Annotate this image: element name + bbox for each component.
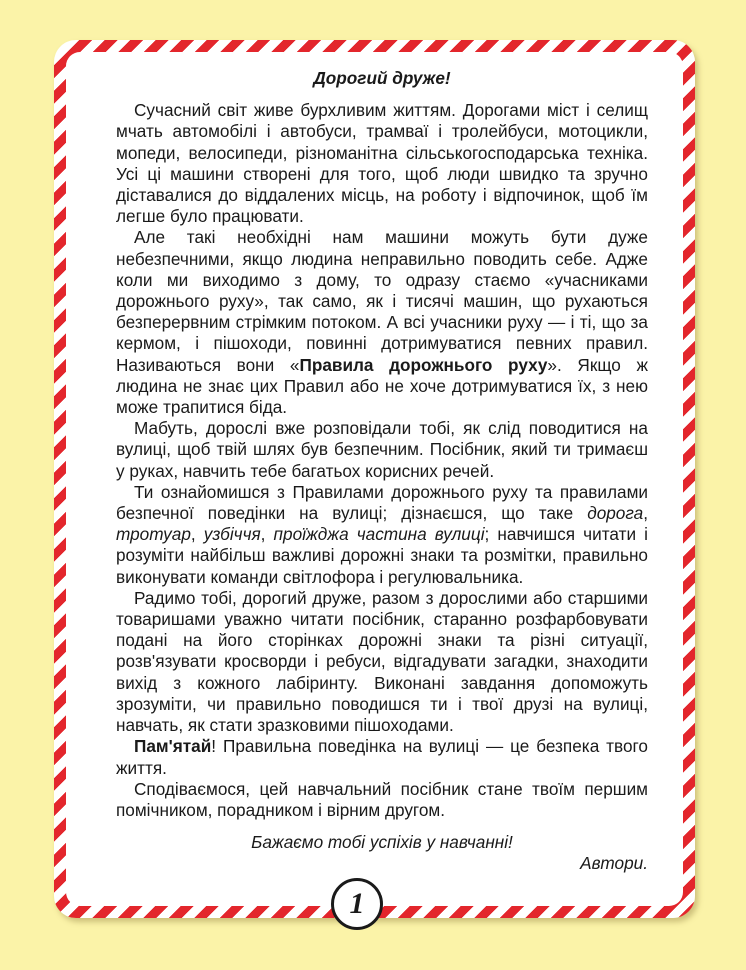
page-number: 1: [331, 878, 383, 930]
paragraph: Ти ознайомишся з Правилами дорожнього руху та правилами безпечної поведінки на вулиці; дізнаєшся, що таке дорога, тротуар, узбіччя, проїжджа частина вулиці; навчишся читати і розуміти найбільш важливі дорожні знаки та розмітки, правильно виконувати команди світлофора і регулювальника.: [116, 481, 648, 587]
italic-term: проїжджа частина вулиці: [273, 524, 485, 545]
paragraph: Сподіваємося, цей навчальний посібник стане твоїм першим помічником, порадником і вірним другом.: [116, 778, 648, 820]
paragraph: Радимо тобі, дорогий друже, разом з дорослими або старшими товаришами уважно читати посібник, старанно розфарбовувати подані на його сторінках дорожні знаки та різні ситуації, розв'язувати кросворди і ребуси, відгадувати загадки, знаходити вихід з кожного лабіринту. Виконані завдання допоможуть зрозуміти, чи правильно поводишся ти і твої друзі на вулиці, навчать, як стати зразковими пішоходами.: [116, 587, 648, 736]
paragraph: Але такі необхідні нам машини можуть бути дуже небезпечними, якщо людина неправильно поводить себе. Адже коли ми виходимо з дому, то одразу стаємо «учасниками дорожнього руху», так само, як і тисячі машин, що рухаються безперервним стрімким потоком. А всі учасники руху — і ті, що за кермом, і пішоходи, повинні дотримуватися певних правил. Називаються вони «Правила дорожнього руху». Якщо ж людина не знає цих Правил або не хоче дотримуватися їх, з нею може трапитися біда.: [116, 227, 649, 418]
paragraph: Сучасний світ живе бурхливим життям. Дорогами міст і селищ мчать автомобілі і автобуси, трамваї і тролейбуси, мотоцикли, мопеди, велосипеди, різноманітна сільськогосподарська техніка. Усі ці машини створені для того, щоб люди швидко та зручно діставалися до віддалених місць, на роботу і відпочинок, щоб їм легше було працювати.: [116, 100, 648, 227]
letter-content: [116, 68, 648, 875]
bold-text: Пам'ятай: [134, 736, 212, 757]
italic-term: узбіччя: [203, 524, 261, 545]
bold-text: Правила дорожнього руху: [299, 354, 548, 375]
italic-term: тротуар: [116, 524, 191, 545]
closing-wish: Бажаємо тобі успіхів у навчанні!: [251, 832, 513, 853]
paragraph: Пам'ятай! Правильна поведінка на вулиці — це безпека твого життя.: [116, 736, 648, 778]
authors-signature: Автори.: [580, 853, 648, 874]
letter-title: Дорогий друже!: [313, 68, 451, 88]
italic-term: дорога: [587, 503, 644, 524]
paragraph: Мабуть, дорослі вже розповідали тобі, як слід поводитися на вулиці, щоб твій шлях був безпечним. Посібник, який ти тримаєш у руках, навчить тебе багатьох корисних речей.: [116, 418, 648, 481]
